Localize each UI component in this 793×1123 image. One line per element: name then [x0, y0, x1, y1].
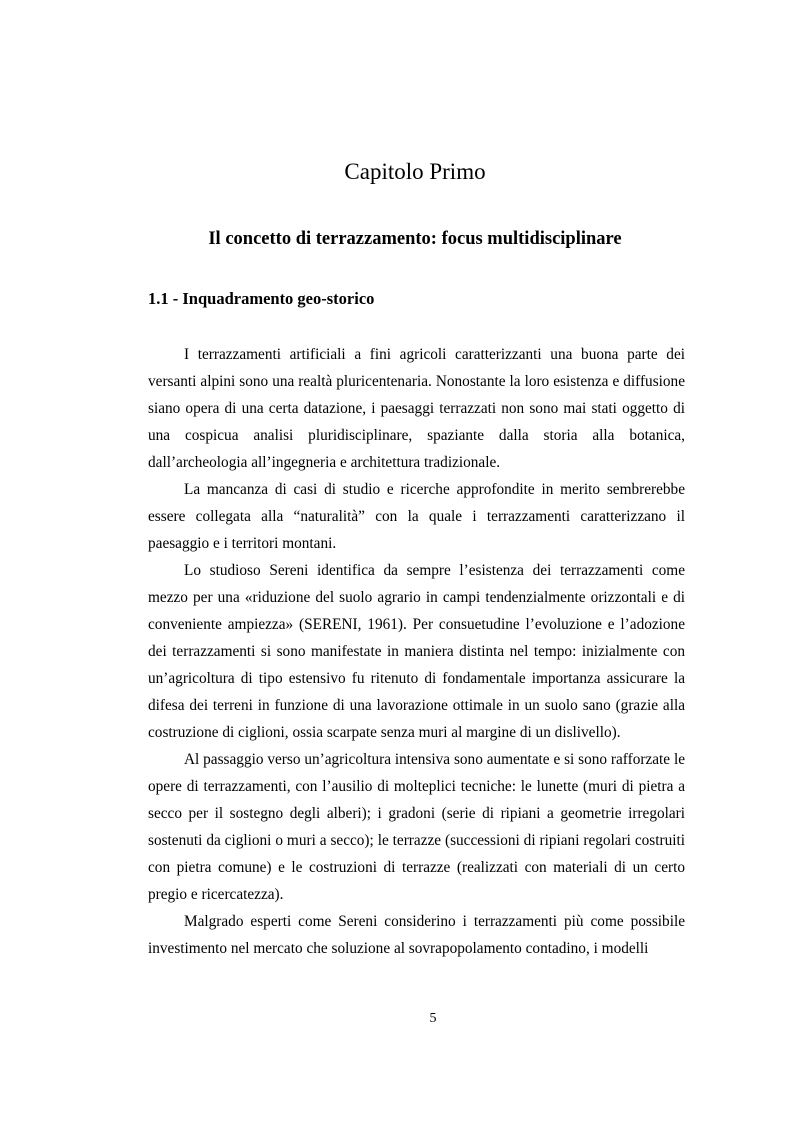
paragraph-1: I terrazzamenti artificiali a fini agricoli caratterizzanti una buona parte dei versanti alpini sono una realtà pluricentenaria. Nonostante la loro esistenza e diffusione siano opera di una certa datazione, i paesaggi terrazzati non sono mai stati oggetto di una cospicua analisi pluridisciplinare, spaziante dalla storia alla botanica, dall’archeologia all’ingegneria e architettura tradizionale. — [148, 346, 685, 471]
page-number: 5 — [429, 1011, 437, 1026]
section-heading: 1.1 - Inquadramento geo-storico — [148, 289, 375, 308]
paragraph-3: Lo studioso Sereni identifica da sempre l’esistenza dei terrazzamenti come mezzo per una «riduzione del suolo agrario in campi tendenzialmente orizzontali e di conveniente ampiezza» (SERENI, 1961). Per consuetudine l’evoluzione e l’adozione dei terrazzamenti si sono manifestate in maniera distinta nel tempo: inizialmente con un’agricoltura di tipo estensivo fu ritenuto di fondamentale importanza assicurare la difesa dei terreni in funzione di una lavorazione ottimale in un suolo sano (grazie alla costruzione di ciglioni, ossia scarpate senza muri al margine di un dislivello). — [148, 562, 685, 741]
chapter-label: Capitolo Primo — [344, 159, 486, 184]
paragraph-4: Al passaggio verso un’agricoltura intensiva sono aumentate e si sono rafforzate le opere di terrazzamenti, con l’ausilio di molteplici tecniche: le lunette (muri di pietra a secco per il sostegno degli alberi); i gradoni (serie di ripiani a geometrie irregolari sostenuti da ciglioni o muri a secco); le terrazze (successioni di ripiani regolari costruiti con pietra comune) e le costruzioni di terrazze (realizzati con materiali di un certo pregio e ricercatezza). — [148, 751, 685, 903]
body-text — [148, 341, 685, 962]
chapter-title: Il concetto di terrazzamento: focus multidisciplinare — [208, 229, 622, 249]
paragraph-2: La mancanza di casi di studio e ricerche approfondite in merito sembrerebbe essere collegata alla “naturalità” con la quale i terrazzamenti caratterizzano il paesaggio e i territori montani. — [148, 481, 685, 552]
paragraph-5: Malgrado esperti come Sereni considerino i terrazzamenti più come possibile investimento nel mercato che soluzione al sovrapopolamento contadino, i modelli — [148, 913, 685, 957]
